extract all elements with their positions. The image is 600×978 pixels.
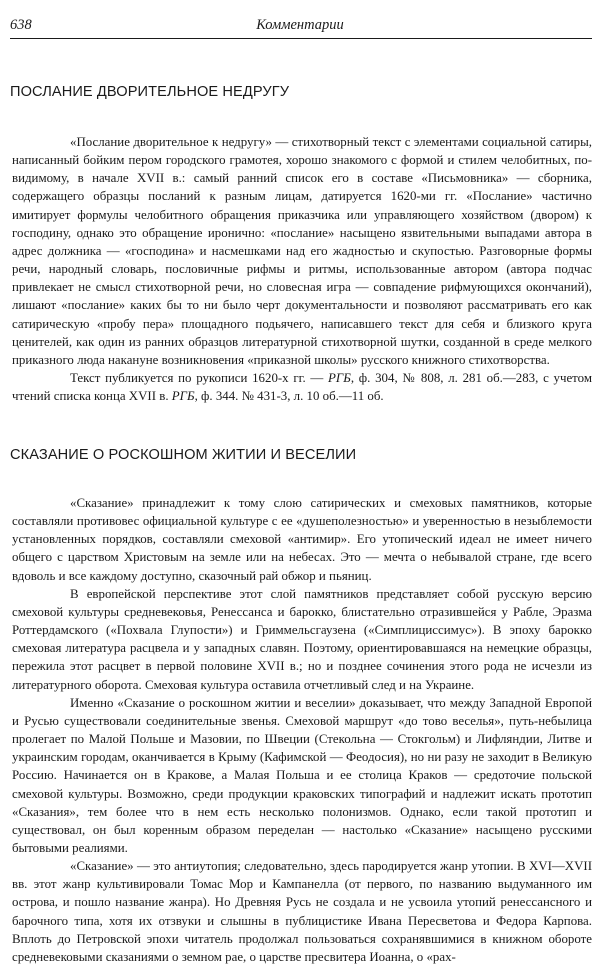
source-text: Текст публикуется по рукописи 1620-х гг. — [70,371,329,386]
paragraph: «Сказание» — это антиутопия; следовательно, здесь пародируется жанр утопии. В XVI—XVII вв. этот жанр культивировали Томас Мор и Кампанелла (от первого, по названию выдуманного им острова, и пошло название жанра). Но Древняя Русь не создала и не усвоила утопий ренессансного и барочного типа, хотя их отзвуки и слышны в публицистике Ивана Пересветова и Федора Карпова. Вплоть до Петровской эпохи читатель продолжал пользоваться сохранявшимися в книжном обороте средневековыми сказаниями о земном рае, о царстве пресвитера Иоанна, о «рах- [12,859,592,964]
source-text: , ф. 304, № 808, л. 281 об.—283, с учетом чтений списка конца XVII в. [12,371,592,404]
header-rule [10,38,592,39]
archive-abbr: РГБ [328,371,351,386]
paragraph: «Послание дворительное к недругу» — стихотворный текст с элементами социальной сатиры, написанный бойким пером городского грамотея, хорошо знакомого с формой и стилем челобитных, по-видимому, в начале XVII в.: самый ранний список его в составе «Письмовника» — сборника, содержащего образцы посланий к разным лицам, датируется 1620-ми гг. «Послание» частично имитирует формулы челобитного обращения приказчика или управляющего хозяйством (двором) к господину, однако это обращение иронично: «послание» насыщено язвительными выпадами автора в адрес должника — «господина» и насмешками над его жадностью и скупостью. Разговорные формы речи, народный словарь, пословичные рифмы и ритмы, использованные автором (автора подчас привлекает не смысл стихотворной речи, но словесная игра — совпадение рифмующихся окончаний), лишают «послание» каких бы то ни было черт документальности и позволяют рассматривать его как сатирическую «пробу пера» площадного подьячего, написавшего текст для себя и близкого круга ценителей, как один из ранних образцов литературной стихотворной шутки, созданной в среде мелкого приказного люда накануне возникновения «приказной школы» русского книжного стихотворства. [12,135,592,367]
section-body-poslanie [12,133,592,405]
paragraph: Именно «Сказание о роскошном житии и веселии» доказывает, что между Западной Европой и Русью существовали соединительные звенья. Смеховой маршрут «до тово веселья», путь-небылица пролегает по Малой Польше и Мазовии, по Швеции (Стекольна — Стокгольм) и Лифляндии, Литве и украинским городам, оканчивается в Крыму (Кафимской — Феодосия), но ни разу не заходит в Великую Россию. Начинается он в Кракове, а Малая Польша и ее столица Краков — средоточие польской смеховой культуры. Возможно, среди продукции краковских типографий и надлежит искать прототип «Сказания», тем более что в нем есть несколько полонизмов. Однако, если такой прототип и существовал, он был коренным образом переделан — настолько «Сказание» насыщено русскими бытовыми реалиями. [12,695,592,855]
paragraph: «Сказание» принадлежит к тому слою сатирических и смеховых памятников, которые составляли противовес официальной культуре с ее «душеполезностью» и уверенностью в незыблемости установленных порядков, составляли смеховой «антимир». Его утопический идеал не имеет ничего общего с царством Христовым на земле или на небесах. Это — мечта о небывалой стране, где всего вдоволь и все каждому доступно, сказочный рай обжор и пьяниц. [12,496,592,583]
archive-abbr: РГБ [171,389,195,404]
page-number: 638 [10,17,32,33]
section-heading-skazanie: СКАЗАНИЕ О РОСКОШНОМ ЖИТИИ И ВЕСЕЛИИ [10,447,357,463]
running-head [10,14,590,36]
paragraph: В европейской перспективе этот слой памятников представляет собой русскую версию смеховой культуры средневековья, Ренессанса и барокко, блистательно отразившейся у Рабле, Эразма Роттердамского («Похвала Глупости») и Гриммельсгаузена («Симплициссимус»). В эпоху барокко смеховая литература расцвела и у западных славян. Поэтому, ориентировавшаяся на немецкие образцы, пережила этот расцвет в первой половине XVII в.; но и позднее сочинения этого рода не исчезли из литературного оборота. Смеховая культура оставила отчетливый след и на Украине. [12,586,592,692]
source-paragraph [12,369,592,405]
section-heading-poslanie: ПОСЛАНИЕ ДВОРИТЕЛЬНОЕ НЕДРУГУ [10,84,290,100]
running-head-title: Комментарии [256,17,344,33]
section-body-skazanie [12,494,592,966]
source-text: , ф. 344. № 431-3, л. 10 об.—11 об. [194,389,384,404]
